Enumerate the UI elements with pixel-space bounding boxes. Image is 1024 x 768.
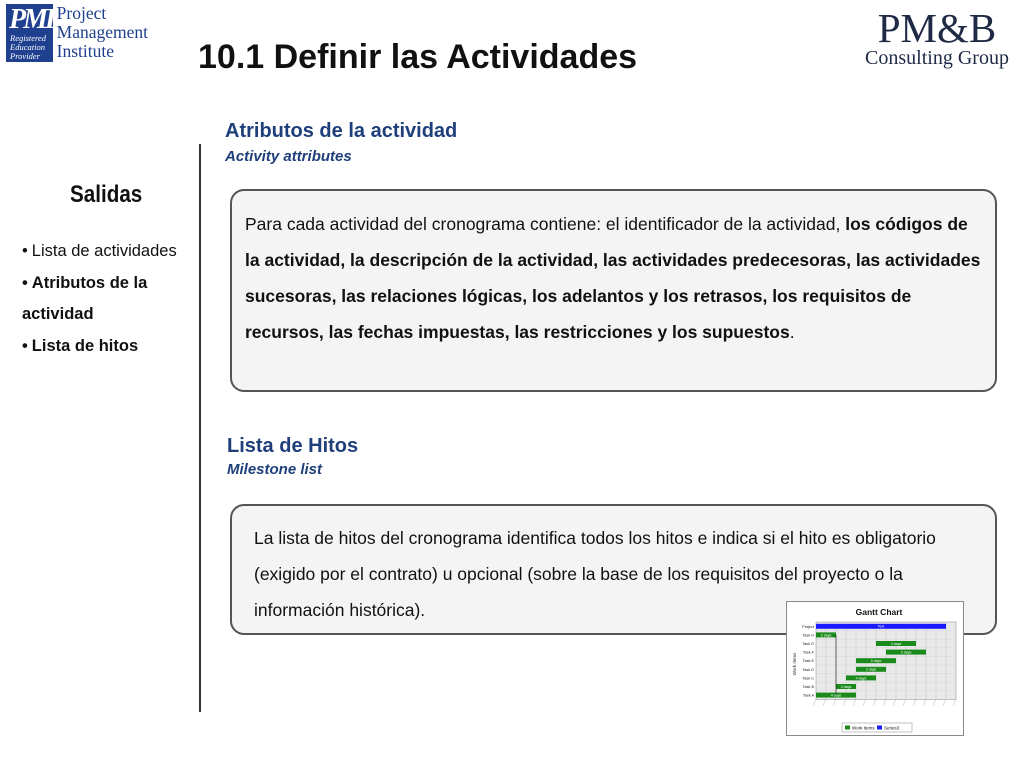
gantt-x-tick (923, 699, 926, 705)
gantt-legend (842, 723, 912, 732)
milestones-subtitle: Milestone list (227, 461, 323, 478)
gantt-bar-label: Text (877, 624, 885, 629)
gantt-x-tick (913, 699, 916, 705)
gantt-bar-label: 3 days (900, 650, 912, 655)
pmi-logo-words (57, 4, 148, 61)
pmi-word: Project (56, 3, 107, 23)
attributes-text-box (230, 189, 997, 392)
gantt-title: Gantt Chart (855, 607, 903, 617)
vertical-divider (199, 144, 201, 712)
gantt-x-tick (863, 699, 866, 705)
gantt-y-axis-label: Work Items (792, 652, 797, 676)
bullet-icon: • (22, 273, 28, 292)
attributes-title: Atributos de la actividad (225, 120, 458, 142)
gantt-legend-label: Series3 (884, 725, 900, 731)
pmi-badge-line: Provider (10, 51, 40, 61)
pmi-logo-mark-text: PMI (9, 4, 53, 35)
gantt-row-label: Task E (802, 659, 814, 664)
sidebar-item-label: Atributos de la actividad (22, 273, 148, 323)
sidebar-item (22, 331, 197, 363)
gantt-row-label: Task B (802, 685, 814, 689)
gantt-bar-label: 5 days (870, 659, 882, 664)
gantt-x-tick (883, 699, 886, 705)
gantt-x-tick (823, 699, 826, 705)
gantt-row-label: Task C (802, 676, 814, 681)
gantt-x-tick (953, 699, 956, 705)
attributes-text-bold: los códigos de la actividad, la descripción de la actividad, las actividades predecesoras, las actividades sucesoras, las relaciones lógicas, los adelantos y los retrasos, los requisitos de recursos, las fechas impuestas, las restricciones y los supuestos (245, 214, 981, 342)
sidebar-list (22, 236, 197, 362)
pmi-word: Management (56, 22, 148, 42)
gantt-plot-area (802, 622, 956, 705)
attributes-text-plain: Para cada actividad del cronograma contiene: el identificador de la actividad, (245, 214, 846, 234)
gantt-row-label: Task G (802, 642, 814, 646)
sidebar-item-label: Lista de actividades (31, 242, 177, 260)
gantt-legend-label: Work Items (852, 725, 875, 731)
gantt-x-tick (903, 699, 906, 705)
gantt-x-tick (833, 699, 836, 705)
pmi-badge-line: Registered (10, 33, 47, 43)
gantt-bar-label: 3 days (840, 684, 852, 689)
sidebar-item (22, 236, 197, 268)
sidebar-item-label: Lista de hitos (31, 336, 139, 355)
sidebar-heading: Salidas (70, 181, 143, 208)
gantt-row-label: Project (802, 624, 814, 629)
milestones-title: Lista de Hitos (227, 435, 359, 457)
gantt-x-tick (933, 699, 936, 705)
gantt-x-tick (853, 699, 856, 705)
gantt-row-label: Task D (802, 667, 814, 672)
gantt-chart-svg (787, 602, 963, 735)
pmi-logo-mark (6, 4, 53, 62)
pmb-logo-subtitle: Consulting Group (865, 47, 1009, 69)
gantt-x-tick (873, 699, 876, 705)
gantt-bar-label: 3 days (865, 667, 877, 672)
gantt-row-label: Task H (802, 633, 814, 638)
pmi-logo (6, 4, 148, 66)
gantt-chart-image (786, 601, 964, 736)
gantt-x-tick (943, 699, 946, 705)
pmb-logo (862, 6, 1012, 68)
gantt-row-label: Task A (802, 693, 814, 698)
pmi-badge-line: Education (10, 42, 45, 52)
bullet-icon: • (22, 242, 28, 260)
gantt-bar-label: 4 days (830, 693, 842, 698)
pmi-word: Institute (56, 41, 114, 61)
milestones-text: La lista de hitos del cronograma identifica todos los hitos e indica si el hito es obligatorio (exigido por el contrato) u opcional (sobre la base de los requisitos del proyecto o la información histórica). (254, 528, 936, 620)
gantt-legend-swatch-series3 (877, 726, 882, 730)
slide-title: 10.1 Definir las Actividades (198, 38, 638, 76)
gantt-bar-label: 4 days (890, 641, 902, 646)
gantt-x-tick (843, 699, 846, 705)
gantt-x-tick (813, 699, 816, 705)
pmi-badge (10, 34, 46, 61)
gantt-x-tick (893, 699, 896, 705)
gantt-bar-label: 4 days (855, 676, 867, 681)
gantt-bar-label: 2 days (820, 633, 832, 638)
attributes-text-end: . (789, 322, 795, 342)
attributes-subtitle: Activity attributes (225, 148, 352, 165)
bullet-icon: • (22, 336, 28, 355)
gantt-row-label: Task F (802, 650, 814, 655)
sidebar-item (22, 268, 197, 331)
gantt-legend-swatch-work-items (845, 726, 850, 730)
pmb-logo-name: PM&B (877, 5, 997, 51)
